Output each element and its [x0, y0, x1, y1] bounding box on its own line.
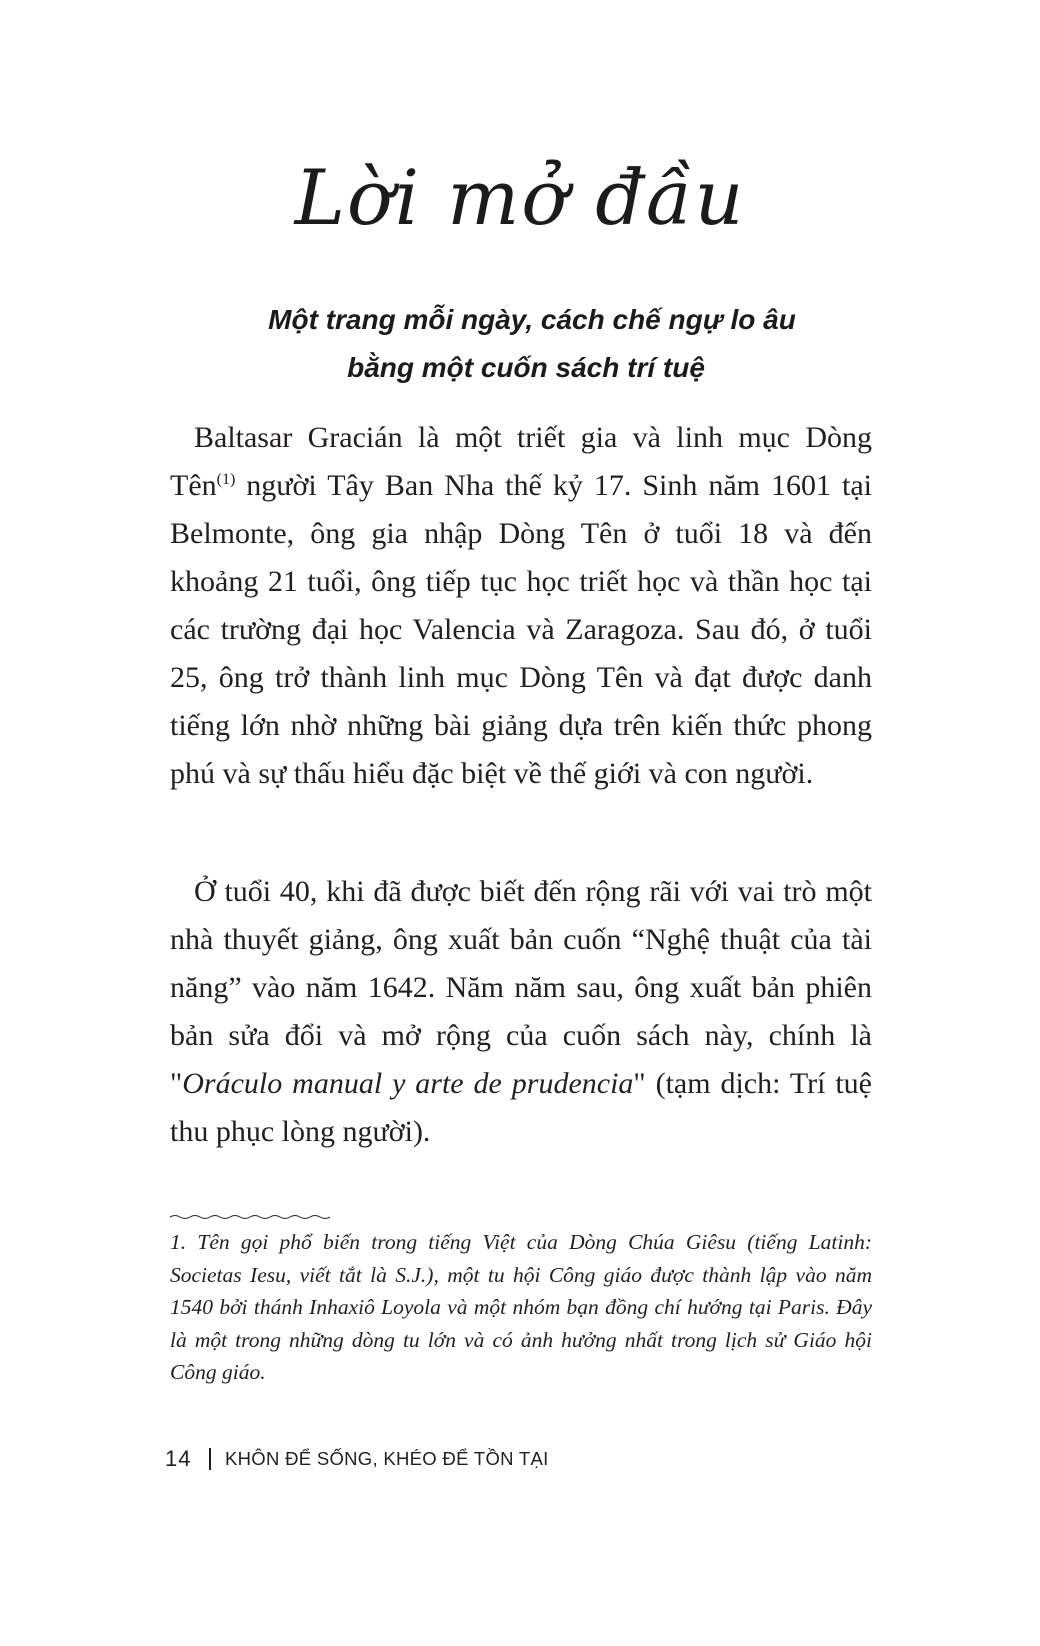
running-title: KHÔN ĐỂ SỐNG, KHÉO ĐỂ TỒN TẠI [224, 1448, 549, 1469]
book-title-italic: Oráculo manual y arte de prudencia [182, 1067, 634, 1100]
paragraph-1-text-b: người Tây Ban Nha thế kỷ 17. Sinh năm 1601 tại Belmonte, ông gia nhập Dòng Tên ở tuổi 18 và đến khoảng 21 tuổi, ông tiếp tục học triết học và thần học tại các trường đại học Valencia và Zaragoza. Sau đó, ở tuổi 25, ông trở thành linh mục Dòng Tên và đạt được danh tiếng lớn nhờ những bài giảng dựa trên kiến thức phong phú và sự thấu hiểu đặc biệt về thế giới và con người. [170, 469, 872, 790]
chapter-subtitle [0, 296, 1040, 392]
footnote-reference[interactable]: (1) [216, 471, 236, 488]
paragraph-1 [170, 414, 872, 798]
page-number: 14 [165, 1446, 192, 1471]
footnote-separator [170, 1213, 330, 1221]
subtitle-line-2: bằng một cuốn sách trí tuệ [347, 352, 705, 383]
paragraph-2-text-a: Ở tuổi 40, khi đã được biết đến rộng rãi với vai trò một nhà thuyết giảng, ông xuất bản cuốn “Nghệ thuật của tài năng” vào năm 1642. Năm năm sau, ông xuất bản phiên bản sửa đổi và mở rộng của cuốn sách này, chính là " [170, 875, 872, 1100]
paragraph-2-text [170, 868, 872, 1156]
page-footer [165, 1444, 549, 1474]
paragraph-1-text [170, 414, 872, 798]
footer-divider [209, 1448, 211, 1470]
paragraph-1-text-a: Baltasar Gracián là một triết gia và linh mục Dòng Tên [170, 421, 872, 502]
subtitle-line-1: Một trang mỗi ngày, cách chế ngự lo âu [268, 304, 796, 335]
footnote: 1. Tên gọi phổ biến trong tiếng Việt của Dòng Chúa Giêsu (tiếng Latinh: Societas Iesu, viết tắt là S.J.), một tu hội Công giáo được thành lập vào năm 1540 bởi thánh Inhaxiô Loyola và một nhóm bạn đồng chí hướng tại Paris. Đây là một trong những dòng tu lớn và có ảnh hưởng nhất trong lịch sử Giáo hội Công giáo. [170, 1230, 872, 1384]
paragraph-2 [170, 868, 872, 1156]
paragraph-2-text-b: " (tạm dịch: Trí tuệ thu phục lòng người). [170, 1067, 872, 1148]
chapter-title: Lời mở đầu [294, 153, 746, 242]
